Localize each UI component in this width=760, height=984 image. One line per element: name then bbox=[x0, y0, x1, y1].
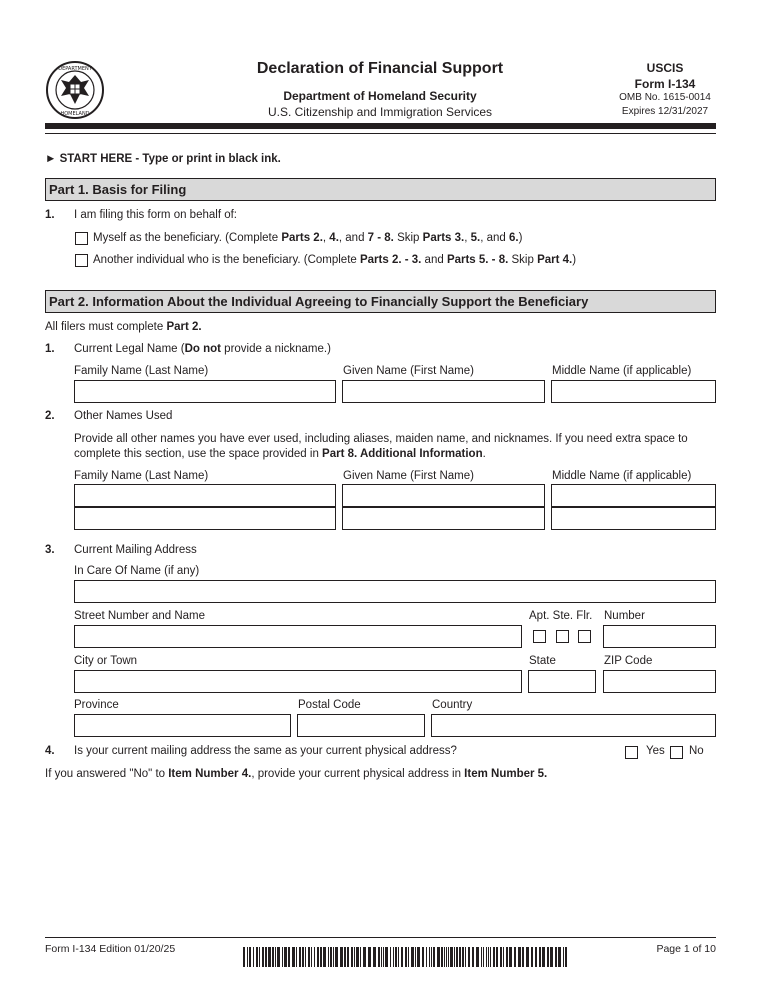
middle-name-label: Middle Name (if applicable) bbox=[552, 365, 692, 377]
province-label: Province bbox=[74, 699, 119, 711]
other-middle-name-field-1[interactable] bbox=[551, 484, 716, 507]
other-names-label: Other Names Used bbox=[74, 410, 173, 422]
part1-item1-label: I am filing this form on behalf of: bbox=[74, 209, 237, 221]
other-family-name-field-2[interactable] bbox=[74, 507, 336, 530]
part1-heading: Part 1. Basis for Filing bbox=[45, 178, 716, 201]
svg-text:HOMELAND: HOMELAND bbox=[60, 111, 90, 117]
start-here-instruction: ► START HERE - Type or print in black ink. bbox=[45, 153, 281, 165]
header-divider bbox=[45, 123, 716, 129]
country-field[interactable] bbox=[431, 714, 716, 737]
department-name: Department of Homeland Security bbox=[283, 89, 477, 103]
other-family-name-field-1[interactable] bbox=[74, 484, 336, 507]
another-individual-label: Another individual who is the beneficiary. (Complete Parts 2. - 3. and Parts 5. - 8. Skip Part 4.) bbox=[93, 254, 577, 266]
state-label: State bbox=[529, 655, 556, 667]
other-middle-name-field-2[interactable] bbox=[551, 507, 716, 530]
other-middle-name-label: Middle Name (if applicable) bbox=[552, 470, 692, 482]
family-name-label: Family Name (Last Name) bbox=[74, 365, 209, 377]
province-field[interactable] bbox=[74, 714, 291, 737]
street-field[interactable] bbox=[74, 625, 522, 648]
other-given-name-label: Given Name (First Name) bbox=[343, 470, 474, 482]
agency-name: U.S. Citizenship and Immigration Services bbox=[267, 105, 493, 119]
myself-beneficiary-label: Myself as the beneficiary. (Complete Parts 2., 4., and 7 - 8. Skip Parts 3., 5., and 6.) bbox=[93, 232, 523, 244]
expiration-date: Expires 12/31/2027 bbox=[621, 106, 709, 117]
dhs-seal-icon bbox=[45, 60, 105, 120]
mailing-address-label: Current Mailing Address bbox=[74, 544, 197, 556]
other-given-name-field-1[interactable] bbox=[342, 484, 545, 507]
postal-code-label: Postal Code bbox=[298, 699, 361, 711]
physical-address-note: If you answered "No" to Item Number 4., provide your current physical address in Item Number 5. bbox=[45, 768, 548, 780]
part2-item4-number: 4. bbox=[45, 745, 55, 757]
myself-beneficiary-checkbox[interactable] bbox=[75, 232, 88, 245]
given-name-label: Given Name (First Name) bbox=[343, 365, 474, 377]
unit-number-field[interactable] bbox=[603, 625, 716, 648]
part2-item3-number: 3. bbox=[45, 544, 55, 556]
in-care-of-label: In Care Of Name (if any) bbox=[74, 565, 200, 577]
apt-ste-flr-label: Apt. Ste. Flr. bbox=[529, 610, 593, 622]
header-divider-thin bbox=[45, 133, 716, 134]
given-name-field[interactable] bbox=[342, 380, 545, 403]
number-label: Number bbox=[604, 610, 645, 622]
part1-item1-number: 1. bbox=[45, 209, 55, 221]
part2-heading: Part 2. Information About the Individual Agreeing to Financially Support the Beneficiary bbox=[45, 290, 716, 313]
flr-checkbox[interactable] bbox=[578, 630, 591, 643]
yes-label: Yes bbox=[646, 745, 665, 757]
city-field[interactable] bbox=[74, 670, 522, 693]
same-address-no-checkbox[interactable] bbox=[670, 746, 683, 759]
zip-field[interactable] bbox=[603, 670, 716, 693]
other-family-name-label: Family Name (Last Name) bbox=[74, 470, 209, 482]
part2-item2-number: 2. bbox=[45, 410, 55, 422]
apt-checkbox[interactable] bbox=[533, 630, 546, 643]
city-label: City or Town bbox=[74, 655, 138, 667]
svg-text:DEPARTMENT: DEPARTMENT bbox=[58, 66, 92, 72]
form-title: Declaration of Financial Support bbox=[256, 60, 504, 77]
barcode-icon bbox=[243, 947, 571, 967]
no-label: No bbox=[689, 745, 704, 757]
in-care-of-field[interactable] bbox=[74, 580, 716, 603]
same-address-yes-checkbox[interactable] bbox=[625, 746, 638, 759]
other-given-name-field-2[interactable] bbox=[342, 507, 545, 530]
form-number: Form I-134 bbox=[634, 77, 696, 91]
page-number: Page 1 of 10 bbox=[656, 943, 716, 955]
country-label: Country bbox=[432, 699, 473, 711]
another-individual-checkbox[interactable] bbox=[75, 254, 88, 267]
state-select[interactable] bbox=[528, 670, 596, 693]
ste-checkbox[interactable] bbox=[556, 630, 569, 643]
zip-label: ZIP Code bbox=[604, 655, 653, 667]
same-address-question: Is your current mailing address the same as your current physical address? bbox=[74, 745, 457, 757]
part2-item1-number: 1. bbox=[45, 343, 55, 355]
middle-name-field[interactable] bbox=[551, 380, 716, 403]
footer-divider bbox=[45, 937, 716, 938]
current-legal-name-label: Current Legal Name (Do not provide a nickname.) bbox=[74, 343, 331, 355]
other-names-instructions: Provide all other names you have ever used, including aliases, maiden name, and nicknames. If you need extra space to complete this section, use the space provided in Part 8. Additional Information. bbox=[74, 433, 688, 460]
postal-code-field[interactable] bbox=[297, 714, 425, 737]
family-name-field[interactable] bbox=[74, 380, 336, 403]
form-edition: Form I-134 Edition 01/20/25 bbox=[45, 943, 176, 955]
omb-number: OMB No. 1615-0014 bbox=[619, 92, 711, 103]
all-filers-note: All filers must complete Part 2. bbox=[45, 321, 202, 333]
uscis-label: USCIS bbox=[646, 61, 684, 75]
street-label: Street Number and Name bbox=[74, 610, 206, 622]
